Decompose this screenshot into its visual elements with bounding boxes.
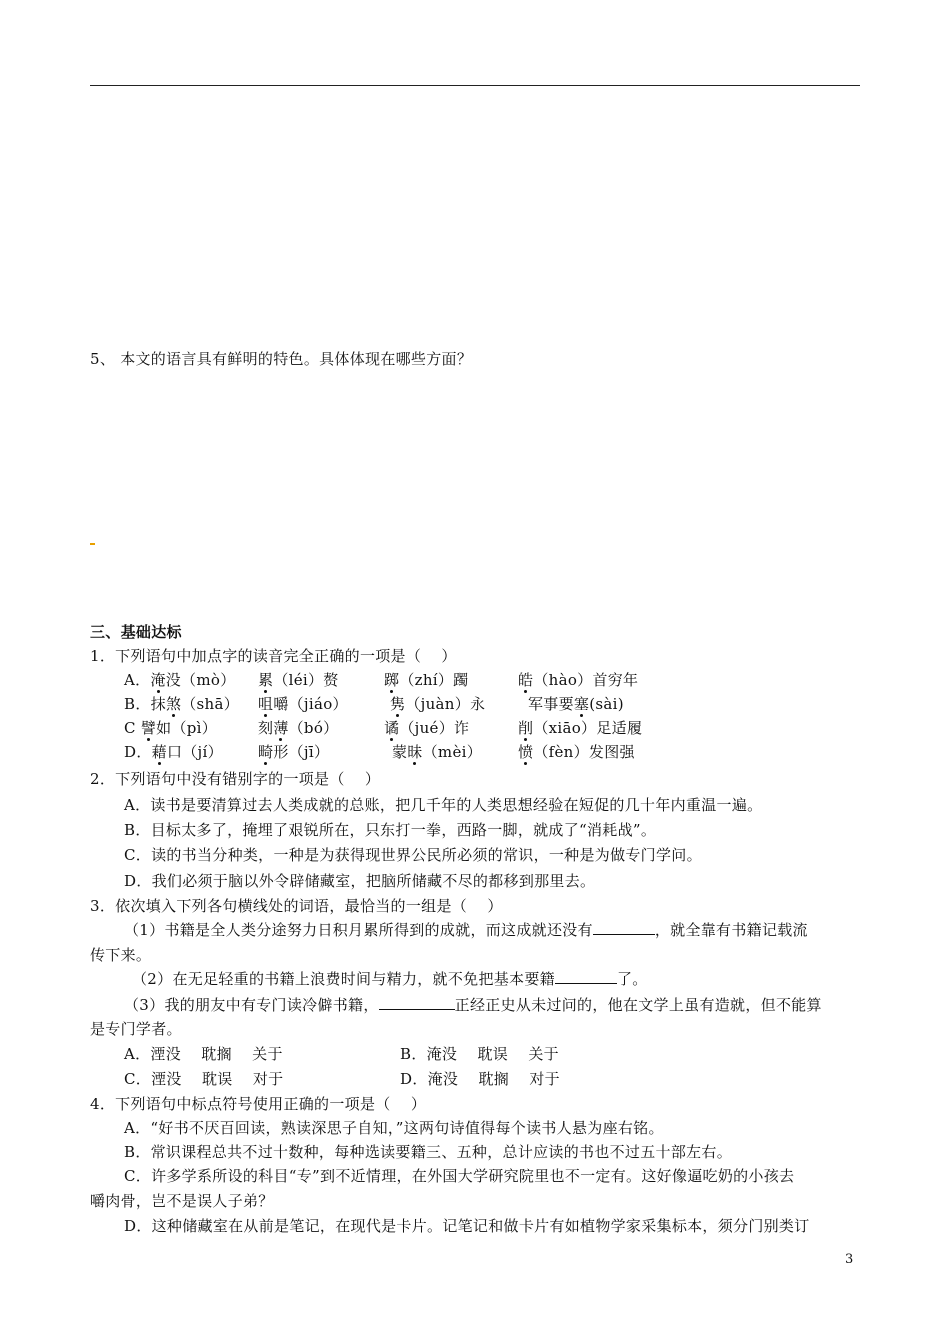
q1-option-b: B．抹煞（shā） bbox=[124, 695, 240, 713]
blank-2 bbox=[555, 969, 617, 984]
q3-option-a: A．湮没 耽搁 关于 bbox=[124, 1045, 283, 1063]
stray-mark bbox=[90, 543, 95, 545]
q4-option-d: D．这种储藏室在从前是笔记，在现代是卡片。记笔记和做卡片有如植物学家采集标本，须分门别类订 bbox=[124, 1217, 810, 1235]
header-rule bbox=[90, 85, 860, 86]
q1-option-d-item2: 畸形（jī） bbox=[258, 743, 330, 761]
blank-3 bbox=[379, 995, 455, 1010]
q1-option-c-item3: 谲（jué）诈 bbox=[384, 719, 470, 737]
q2-option-c: C．读的书当分种类，一种是为获得现世界公民所必须的常识，一种是为做专门学问。 bbox=[124, 846, 702, 864]
q3-option-c: C．湮没 耽误 对于 bbox=[124, 1070, 284, 1088]
q4-option-c-cont: 嚼肉骨，岂不是误人子弟？ bbox=[90, 1192, 274, 1210]
q1-option-a-item4: 皓（hào）首穷年 bbox=[518, 671, 639, 689]
q1-option-a-item3: 踯（zhí）躅 bbox=[384, 671, 469, 689]
section-title: 三、基础达标 bbox=[90, 623, 182, 641]
q4-option-a: A．“好书不厌百回读，熟读深思子自知，”这两句诗值得每个读书人悬为座右铭。 bbox=[124, 1119, 664, 1137]
q1-option-c: C 譬如（pì） bbox=[124, 719, 218, 737]
q3-sentence-2: （2）在无足轻重的书籍上浪费时间与精力，就不免把基本要籍 了。 bbox=[132, 970, 648, 988]
q4-option-b: B．常识课程总共不过十数种，每种选读要籍三、五种，总计应读的书也不过五十部左右。 bbox=[124, 1143, 733, 1161]
q3-sentence-1-cont: 传下来。 bbox=[90, 946, 152, 964]
q3-sentence-3-cont: 是专门学者。 bbox=[90, 1020, 182, 1038]
page-number: 3 bbox=[845, 1252, 854, 1267]
q1-stem: 1．下列语句中加点字的读音完全正确的一项是（ ） bbox=[90, 647, 457, 665]
q1-option-d-item4: 愤（fèn）发图强 bbox=[518, 743, 635, 761]
q3-sentence-3: （3）我的朋友中有专门读冷僻书籍， 正经正史从未过问的，他在文学上虽有造就，但不能算 bbox=[124, 996, 822, 1014]
q1-option-b-item3: 隽（juàn）永 bbox=[390, 695, 486, 713]
q1-option-d-item3: 蒙昧（mèi） bbox=[392, 743, 483, 761]
question-5: 5、 本文的语言具有鲜明的特色。具体体现在哪些方面？ bbox=[90, 350, 473, 368]
q1-option-b-item2: 咀嚼（jiáo） bbox=[258, 695, 348, 713]
q1-option-c-item2: 刻薄（bó） bbox=[258, 719, 339, 737]
q3-option-b: B．淹没 耽误 关于 bbox=[400, 1045, 559, 1063]
q2-stem: 2．下列语句中没有错别字的一项是（ ） bbox=[90, 770, 381, 788]
q2-option-a: A．读书是要清算过去人类成就的总账，把几千年的人类思想经验在短促的几十年内重温一遍。 bbox=[124, 796, 763, 814]
q2-option-b: B．目标太多了，掩埋了艰锐所在，只东打一拳，西路一脚，就成了“消耗战”。 bbox=[124, 821, 657, 839]
q3-option-d: D．淹没 耽搁 对于 bbox=[400, 1070, 560, 1088]
q4-option-c: C．许多学系所设的科目“专”到不近情理，在外国大学研究院里也不一定有。这好像逼吃奶的小孩去 bbox=[124, 1167, 795, 1185]
q1-option-d: D．藉口（jí） bbox=[124, 743, 223, 761]
q1-option-c-item4: 削（xiāo）足适履 bbox=[518, 719, 643, 737]
q1-option-a: A．淹没（mò） bbox=[124, 671, 236, 689]
q1-option-a-item2: 累（léi）赘 bbox=[258, 671, 339, 689]
q1-option-b-item4: 军事要塞(sài) bbox=[528, 695, 624, 713]
q3-sentence-1: （1）书籍是全人类分途努力日积月累所得到的成就，而这成就还没有 ，就全靠有书籍记载流 bbox=[124, 921, 808, 939]
q4-stem: 4．下列语句中标点符号使用正确的一项是（ ） bbox=[90, 1095, 427, 1113]
q3-stem: 3．依次填入下列各句横线处的词语，最恰当的一组是（ ） bbox=[90, 897, 503, 915]
q2-option-d: D．我们必须于脑以外令辟储藏室，把脑所储藏不尽的都移到那里去。 bbox=[124, 872, 596, 890]
blank-1 bbox=[593, 920, 655, 935]
